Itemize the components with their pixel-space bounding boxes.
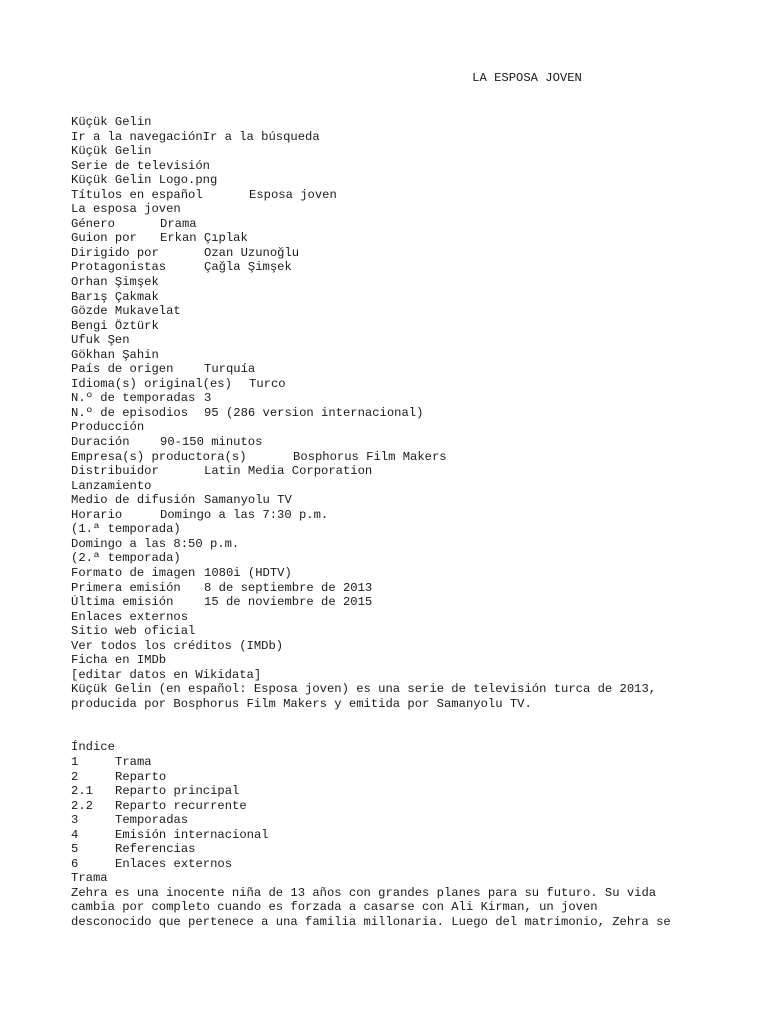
distributor-label: Distribuidor xyxy=(71,464,159,479)
toc-number: 3 xyxy=(71,813,79,828)
last-label: Última emisión xyxy=(71,595,174,610)
script-value: Erkan Çıplak xyxy=(160,231,248,246)
toc-number: 2.1 xyxy=(71,784,93,799)
toc-number: 2.2 xyxy=(71,798,93,813)
toc-label: Referencias xyxy=(115,842,196,857)
document-title: LA ESPOSA JOVEN xyxy=(472,71,582,85)
intro-text: producida por Bosphorus Film Makers y emitida por Samanyolu TV. xyxy=(71,696,532,711)
infobox-distributor-row xyxy=(71,464,761,479)
infobox-format-row xyxy=(71,566,761,581)
infobox-duration-row xyxy=(71,435,761,450)
credits-link[interactable]: Ver todos los créditos (IMDb) xyxy=(71,638,284,653)
seasons-value: 3 xyxy=(204,391,212,406)
toc-label: Enlaces externos xyxy=(115,856,233,871)
plot-heading: Trama xyxy=(71,871,108,886)
toc-number: 4 xyxy=(71,827,79,842)
website-link[interactable]: Sitio web oficial xyxy=(71,624,196,639)
article-heading: Küçük Gelin xyxy=(71,115,152,129)
companies-value: Bosphorus Film Makers xyxy=(293,449,447,464)
toc-title: Índice xyxy=(71,740,115,755)
toc-number: 1 xyxy=(71,754,79,769)
cast-label: Protagonistas xyxy=(71,260,167,275)
spacer xyxy=(71,711,761,740)
schedule-value: Domingo a las 7:30 p.m. xyxy=(160,507,329,522)
plot-text: desconocido que pertenece a una familia millonaria. Luego del matrimonio, Zehra se xyxy=(71,914,671,929)
country-label: País de origen xyxy=(71,362,174,377)
script-label: Guion por xyxy=(71,231,137,246)
director-value: Ozan Uzunoğlu xyxy=(204,245,300,260)
toc-number: 2 xyxy=(71,769,79,784)
toc-label: Reparto recurrente xyxy=(115,798,247,813)
production-header: Producción xyxy=(71,420,145,435)
infobox-language-row xyxy=(71,377,761,392)
release-header: Lanzamiento xyxy=(71,478,152,493)
cast-member: Ufuk Şen xyxy=(71,333,130,348)
infobox-script-row xyxy=(71,231,761,246)
plot-text: cambia por completo cuando es forzada a casarse con Ali Kirman, un joven xyxy=(71,900,598,915)
titles-value: Esposa joven xyxy=(249,187,337,202)
toc-label: Trama xyxy=(115,754,152,769)
language-value: Turco xyxy=(249,376,286,391)
infobox-director-row xyxy=(71,246,761,261)
cast-member: Bengi Öztürk xyxy=(71,318,159,333)
toc-item[interactable] xyxy=(71,813,761,828)
companies-label: Empresa(s) productora(s) xyxy=(71,449,247,464)
first-label: Primera emisión xyxy=(71,580,181,595)
infobox-first-row xyxy=(71,581,761,596)
duration-label: Duración xyxy=(71,435,130,450)
first-value: 8 de septiembre de 2013 xyxy=(204,580,373,595)
imdb-link[interactable]: Ficha en IMDb xyxy=(71,653,167,668)
schedule-value: (1.ª temporada) xyxy=(71,522,181,537)
toc-item[interactable] xyxy=(71,828,761,843)
infobox-seasons-row xyxy=(71,391,761,406)
toc-number: 6 xyxy=(71,856,79,871)
infobox-genre-row xyxy=(71,217,761,232)
toc-item[interactable] xyxy=(71,770,761,785)
infobox-titles-row xyxy=(71,188,761,203)
genre-value: Drama xyxy=(160,216,197,231)
infobox-name: Küçük Gelin xyxy=(71,144,152,159)
toc-item[interactable] xyxy=(71,842,761,857)
language-label: Idioma(s) original(es) xyxy=(71,376,232,391)
wikidata-link[interactable]: [editar datos en Wikidata] xyxy=(71,667,262,682)
cast-member: Barış Çakmak xyxy=(71,289,159,304)
toc-label: Reparto xyxy=(115,769,167,784)
external-header: Enlaces externos xyxy=(71,609,189,624)
distributor-value: Latin Media Corporation xyxy=(204,464,373,479)
toc-item[interactable] xyxy=(71,784,761,799)
infobox-last-row xyxy=(71,595,761,610)
episodes-value: 95 (286 version internacional) xyxy=(204,405,424,420)
toc-number: 5 xyxy=(71,842,79,857)
toc-label: Emisión internacional xyxy=(115,827,269,842)
toc-label: Reparto principal xyxy=(115,784,240,799)
titles-value-2: La esposa joven xyxy=(71,202,181,217)
genre-label: Género xyxy=(71,216,115,231)
country-value: Turquía xyxy=(204,362,256,377)
infobox-logo: Küçük Gelin Logo.png xyxy=(71,173,218,188)
last-value: 15 de noviembre de 2015 xyxy=(204,595,373,610)
format-value: 1080i (HDTV) xyxy=(204,565,292,580)
schedule-value: Domingo a las 8:50 p.m. xyxy=(71,536,240,551)
infobox-episodes-row xyxy=(71,406,761,421)
director-label: Dirigido por xyxy=(71,245,159,260)
infobox-network-row xyxy=(71,493,761,508)
network-label: Medio de difusión xyxy=(71,493,196,508)
schedule-value: (2.ª temporada) xyxy=(71,551,181,566)
infobox-type: Serie de televisión xyxy=(71,158,210,173)
toc-label: Temporadas xyxy=(115,813,189,828)
seasons-label: N.º de temporadas xyxy=(71,391,196,406)
infobox-cast-row xyxy=(71,260,761,275)
titles-label: Títulos en español xyxy=(71,187,203,202)
format-label: Formato de imagen xyxy=(71,565,196,580)
network-value: Samanyolu TV xyxy=(204,493,292,508)
nav-links: Ir a la navegaciónIr a la búsqueda xyxy=(71,129,320,144)
cast-member: Gökhan Şahin xyxy=(71,347,159,362)
cast-member: Orhan Şimşek xyxy=(71,275,159,290)
infobox-companies-row xyxy=(71,450,761,465)
infobox-country-row xyxy=(71,362,761,377)
intro-text: Küçük Gelin (en español: Esposa joven) es una serie de televisión turca de 2013, xyxy=(71,682,657,697)
document-body xyxy=(71,115,761,930)
toc-item[interactable] xyxy=(71,799,761,814)
episodes-label: N.º de episodios xyxy=(71,405,189,420)
toc-item[interactable] xyxy=(71,857,761,872)
duration-value: 90-150 minutos xyxy=(160,435,263,450)
cast-member: Gözde Mukavelat xyxy=(71,304,181,319)
infobox-schedule-row xyxy=(71,508,761,523)
toc-item[interactable] xyxy=(71,755,761,770)
cast-member: Çağla Şimşek xyxy=(204,260,292,275)
plot-text: Zehra es una inocente niña de 13 años con grandes planes para su futuro. Su vida xyxy=(71,885,657,900)
schedule-label: Horario xyxy=(71,507,123,522)
